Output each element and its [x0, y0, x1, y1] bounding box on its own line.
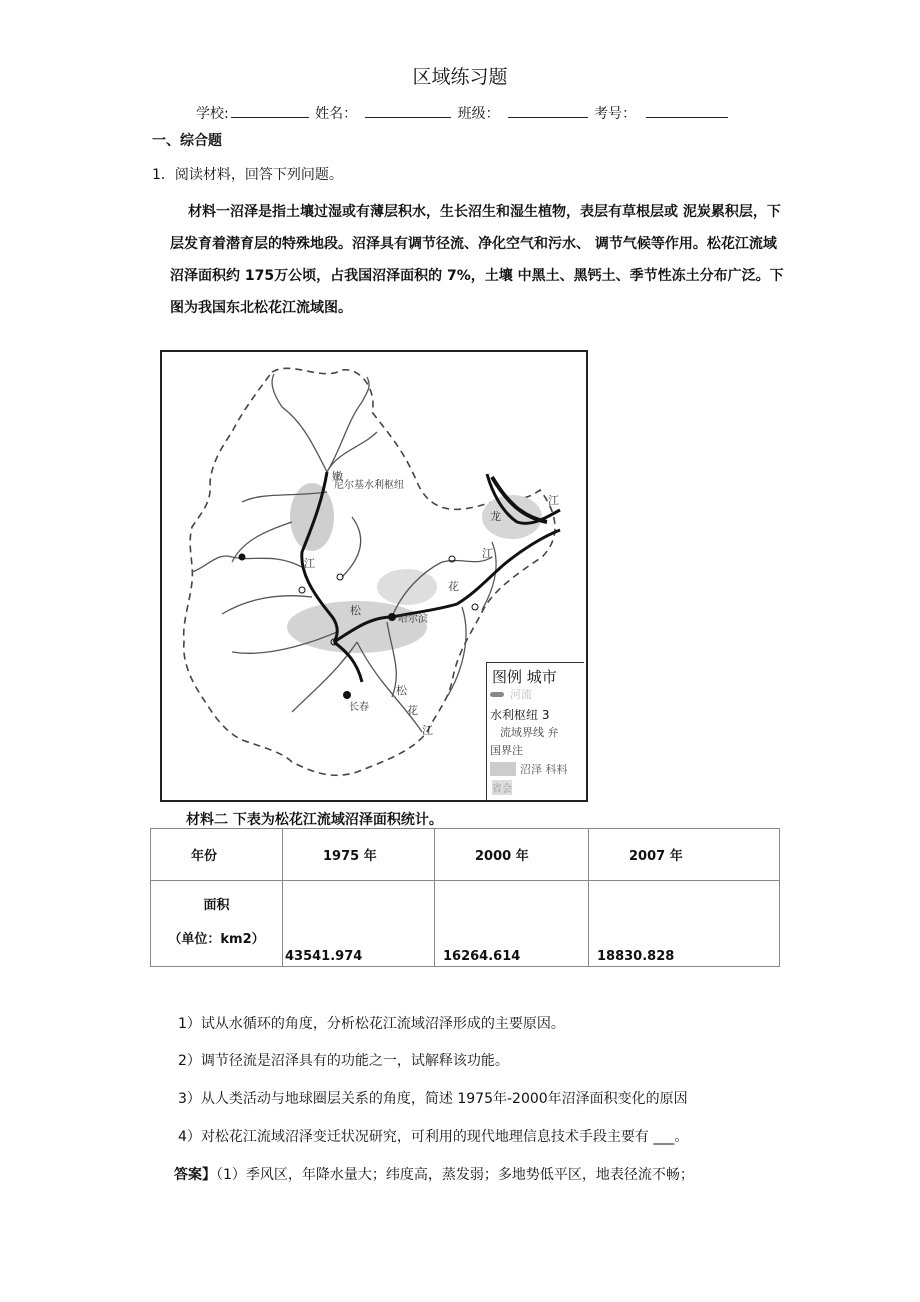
question-2: 2）调节径流是沼泽具有的功能之一，试解释该功能。 — [178, 1053, 509, 1069]
name-label: 姓名： — [315, 106, 358, 122]
label-hua2: 花 — [407, 704, 418, 717]
label-hua1: 花 — [448, 580, 459, 593]
material-one-text: 材料一沼泽是指土壤过湿或有薄层积水，生长沼生和湿生植物，表层有草根层或 泥炭累积层，下层发育着潜育层的特殊地段。沼泽具有调节径流、净化空气和污水、 调节气候等作用。松花江流域沼泽面积约 175万公顷，占我国沼泽面积的 7%，土壤 中黑土、黑钙土、季节性冻土分布广泛。下图为我国东北松花江流域图。 — [170, 204, 784, 316]
value-2000: 16264.614 — [435, 881, 589, 967]
wetland-4 — [377, 569, 437, 605]
wetland-swatch — [490, 762, 516, 776]
label-song1: 松 — [350, 604, 361, 617]
header-2007: 2007 年 — [589, 829, 780, 881]
tributaries — [192, 374, 496, 732]
map-legend — [486, 662, 584, 800]
label-jiang4: 江 — [422, 724, 433, 737]
question-1: 1）试从水循环的角度，分析松花江流域沼泽形成的主要原因。 — [178, 1016, 565, 1032]
table-header-row — [151, 829, 780, 881]
section-heading: 一、综合题 — [152, 133, 222, 149]
header-2000: 2000 年 — [435, 829, 589, 881]
label-harbin: 哈尔滨 — [398, 614, 428, 625]
header-year: 年份 — [151, 829, 283, 881]
value-2007: 18830.828 — [589, 881, 780, 967]
name-blank[interactable] — [365, 105, 451, 118]
answer-label: 答案】 — [174, 1167, 216, 1183]
question-3: 3）从人类活动与地球圈层关系的角度，简述 1975年-2000年沼泽面积变化的原因 — [178, 1091, 688, 1107]
school-blank[interactable] — [231, 105, 309, 118]
answer-line — [174, 1164, 694, 1184]
material-one-paragraph — [170, 196, 785, 324]
legend-title: 图例 城市 — [492, 668, 557, 686]
exam-no-label: 考号： — [594, 106, 637, 122]
row-label-line1: 面积 — [203, 898, 230, 913]
city-changchun — [343, 691, 351, 699]
legend-line2: 水利枢纽 3 — [490, 708, 550, 722]
label-jiang3: 江 — [548, 494, 559, 507]
class-blank[interactable] — [508, 105, 588, 118]
header-1975: 1975 年 — [283, 829, 435, 881]
page-title: 区域练习题 — [412, 66, 508, 88]
question-4: 4）对松花江流域沼泽变迁状况研究，可利用的现代地理信息技术手段主要有 ___。 — [178, 1129, 689, 1145]
city-d — [472, 604, 478, 610]
label-jiang1: 江 — [304, 557, 315, 570]
city-harbin — [388, 613, 396, 621]
row-label-line2: （单位：km2） — [168, 932, 265, 947]
table-data-row — [151, 881, 780, 967]
answer-text: （1）季风区，年降水量大；纬度高，蒸发弱；多地势低平区，地表径流不畅； — [216, 1167, 694, 1183]
legend-dots-swatch — [490, 692, 504, 697]
value-1975: 43541.974 — [283, 881, 435, 967]
city-c — [299, 587, 305, 593]
student-info-line — [196, 103, 730, 123]
label-long: 龙 — [490, 510, 501, 523]
legend-line6: 省会 — [492, 780, 512, 795]
school-label: 学校: — [196, 106, 229, 122]
legend-line3: 流域界线 弁 — [500, 726, 559, 739]
label-changchun: 长春 — [349, 702, 369, 713]
legend-line1: 河流 — [510, 688, 532, 701]
legend-line4: 国界注 — [490, 744, 523, 757]
legend-line5: 沼泽 科料 — [520, 763, 568, 776]
wetland-area-table — [150, 828, 780, 967]
question-heading: 1．阅读材料，回答下列问题。 — [152, 167, 343, 183]
material-two-caption: 材料二 下表为松花江流域沼泽面积统计。 — [186, 812, 443, 828]
exam-no-blank[interactable] — [646, 105, 728, 118]
label-nen: 嫩 — [332, 470, 343, 483]
class-label: 班级： — [457, 106, 500, 122]
label-dam: 尼尔基水利枢纽 — [334, 480, 404, 491]
row-label-area — [151, 881, 283, 967]
label-jiang2: 江 — [482, 547, 493, 560]
label-song2: 松 — [396, 684, 407, 697]
city-qiqihar — [239, 554, 246, 561]
